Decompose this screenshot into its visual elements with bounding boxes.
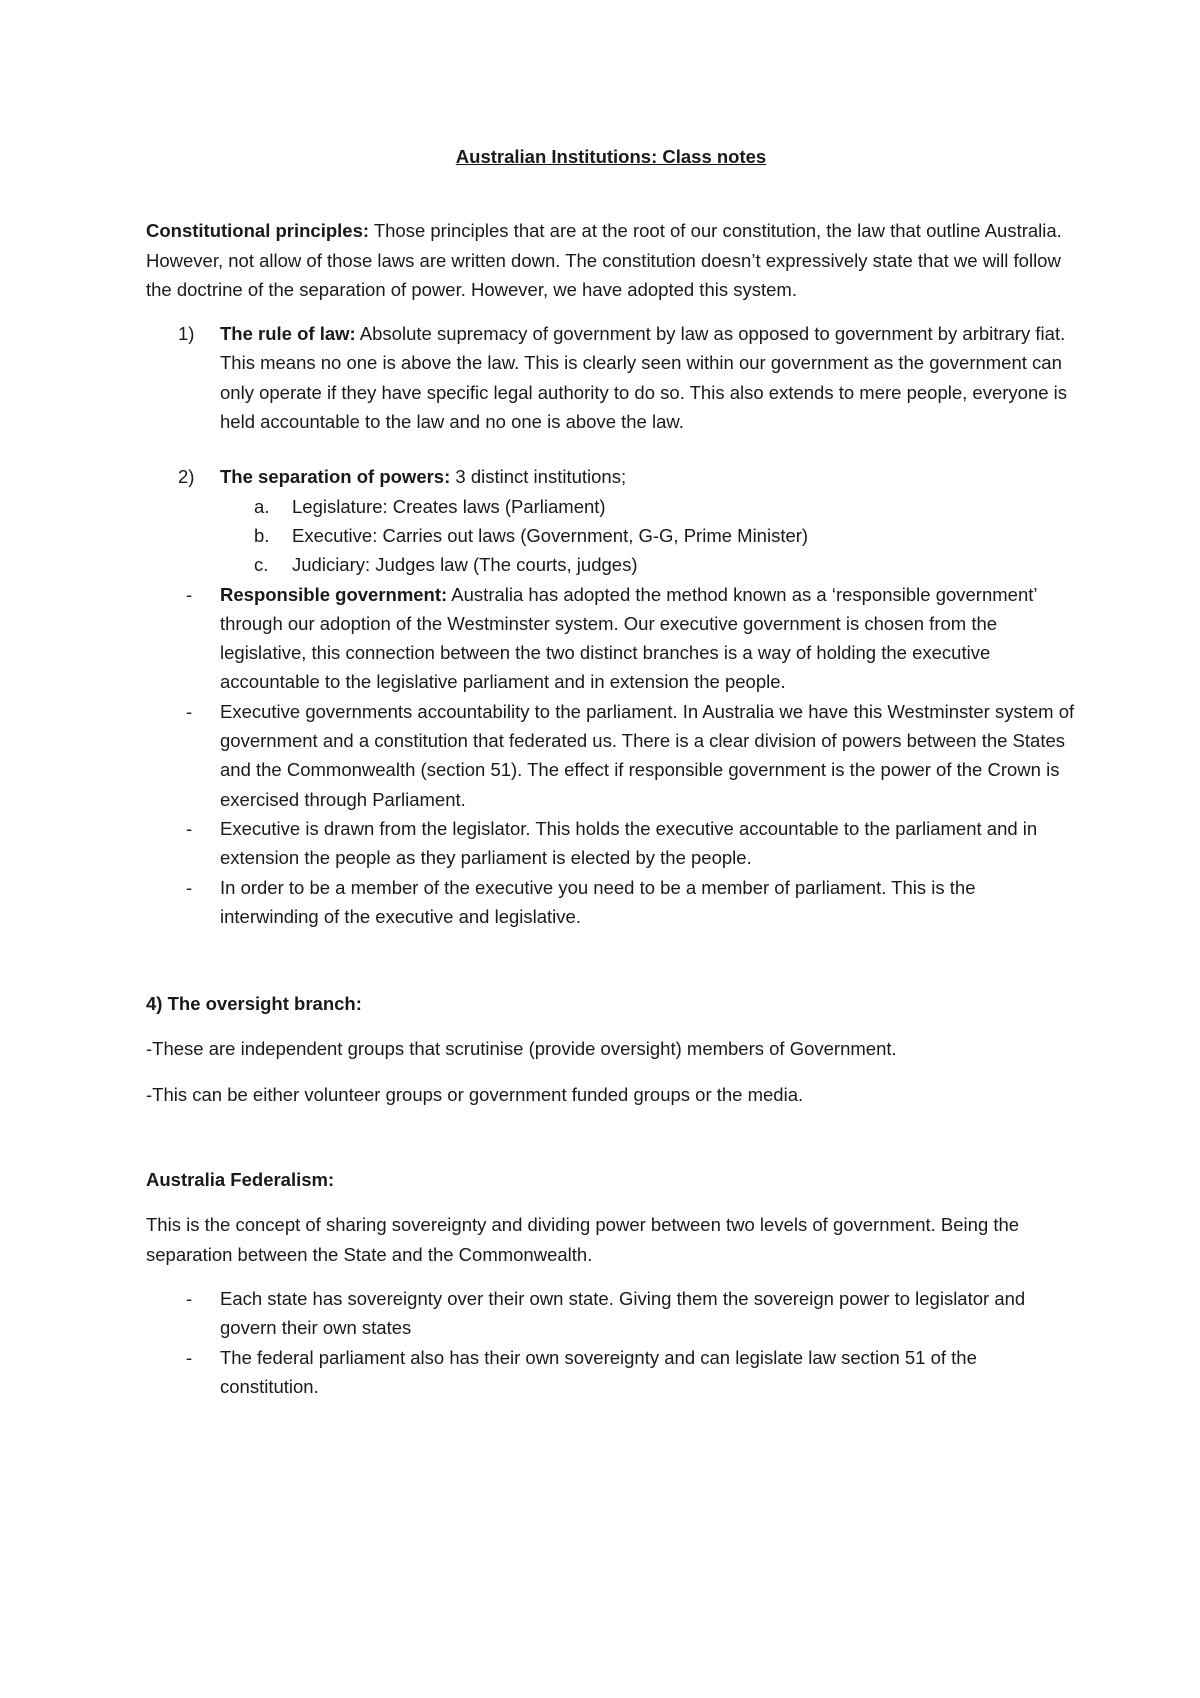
- list-item-judiciary: [146, 550, 1076, 579]
- list-item-text: Each state has sovereignty over their own state. Giving them the sovereign power to legislator and govern their own states: [220, 1287, 1026, 1339]
- list-item-executive-accountability: [146, 697, 1076, 814]
- list-item-text: Australia has adopted the method known as a ‘responsible government’ through our adoption of the Westminster system. Our executive government is chosen from the legislative, this connection between the two distinct branches is a way of holding the executive accountable to the legislative parliament and in extension the people.: [220, 583, 1037, 693]
- list-item-responsible-government: [146, 580, 1076, 697]
- responsible-government-list: [146, 580, 1076, 932]
- list-item-state-sovereignty: [146, 1284, 1076, 1343]
- numbered-item-separation-of-powers: [146, 462, 1076, 491]
- list-marker: -: [186, 1287, 193, 1309]
- oversight-line: -This can be either volunteer groups or government funded groups or the media.: [146, 1083, 804, 1105]
- rule-of-law-text: Absolute supremacy of government by law as opposed to government by arbitrary fiat. This means no one is above the law. This is clearly seen within our government as the government can only operate if they have specific legal authority to do so. This also extends to mere people, everyone is held accountable to the law and no one is above the law.: [220, 323, 1068, 433]
- list-marker: -: [186, 1346, 193, 1368]
- list-marker: -: [186, 700, 193, 722]
- list-marker: -: [186, 817, 193, 839]
- document-title: Australian Institutions: Class notes: [455, 146, 767, 167]
- list-marker: 1): [178, 323, 195, 345]
- list-item-federal-sovereignty: [146, 1343, 1076, 1402]
- constitutional-principles-paragraph: [146, 216, 1076, 304]
- separation-of-powers-label: The separation of powers:: [220, 466, 451, 488]
- rule-of-law-label: The rule of law:: [220, 323, 356, 345]
- federalism-intro: This is the concept of sharing sovereignty and dividing power between two levels of government. Being the separation between the State and the Commonwealth.: [146, 1214, 1020, 1265]
- list-marker: c.: [254, 554, 269, 576]
- list-item-member-of-executive: [146, 873, 1076, 932]
- constitutional-principles-label: Constitutional principles:: [146, 220, 370, 242]
- list-item-legislature: [146, 492, 1076, 521]
- list-item-text: The federal parliament also has their own sovereignty and can legislate law section 51 of the constitution.: [220, 1346, 977, 1397]
- list-item-text: Executive: Carries out laws (Government, G-G, Prime Minister): [292, 524, 809, 546]
- list-item-text: In order to be a member of the executive you need to be a member of parliament. This is the interwinding of the executive and legislative.: [220, 876, 976, 927]
- separation-of-powers-text: 3 distinct institutions;: [450, 466, 627, 488]
- federalism-heading: Australia Federalism:: [146, 1169, 335, 1191]
- list-item-text: Executive governments accountability to the parliament. In Australia we have this Westminster system of government and a constitution that federated us. There is a clear division of powers between the States and the Commonwealth (section 51). The effect if responsible government is the power of the Crown is exercised through Parliament.: [220, 700, 1075, 810]
- document-body: [146, 142, 1076, 1401]
- list-marker: b.: [254, 524, 270, 546]
- list-marker: a.: [254, 495, 270, 517]
- list-item-text: Judiciary: Judges law (The courts, judges): [292, 554, 638, 576]
- oversight-heading: 4) The oversight branch:: [146, 993, 362, 1015]
- oversight-line: -These are independent groups that scrutinise (provide oversight) members of Government.: [146, 1038, 897, 1060]
- responsible-government-label: Responsible government:: [220, 583, 448, 605]
- list-item-executive: [146, 521, 1076, 550]
- spacer: [146, 1125, 1076, 1165]
- list-item-executive-drawn: [146, 814, 1076, 873]
- list-marker: -: [186, 876, 193, 898]
- constitutional-principles-text: Those principles that are at the root of our constitution, the law that outline Australia. However, not allow of those laws are written down. The constitution doesn’t expressively state that we will follow the doctrine of the separation of power. However, we have adopted this system.: [146, 220, 1062, 300]
- list-item-text: Legislature: Creates laws (Parliament): [292, 495, 606, 517]
- federalism-list: [146, 1284, 1076, 1401]
- spacer: [146, 931, 1076, 989]
- list-marker: -: [186, 583, 193, 605]
- numbered-item-rule-of-law: [146, 319, 1076, 436]
- list-item-text: Executive is drawn from the legislator. This holds the executive accountable to the parliament and in extension the people as they parliament is elected by the people.: [220, 817, 1038, 869]
- list-marker: 2): [178, 466, 195, 488]
- institutions-list: [146, 492, 1076, 580]
